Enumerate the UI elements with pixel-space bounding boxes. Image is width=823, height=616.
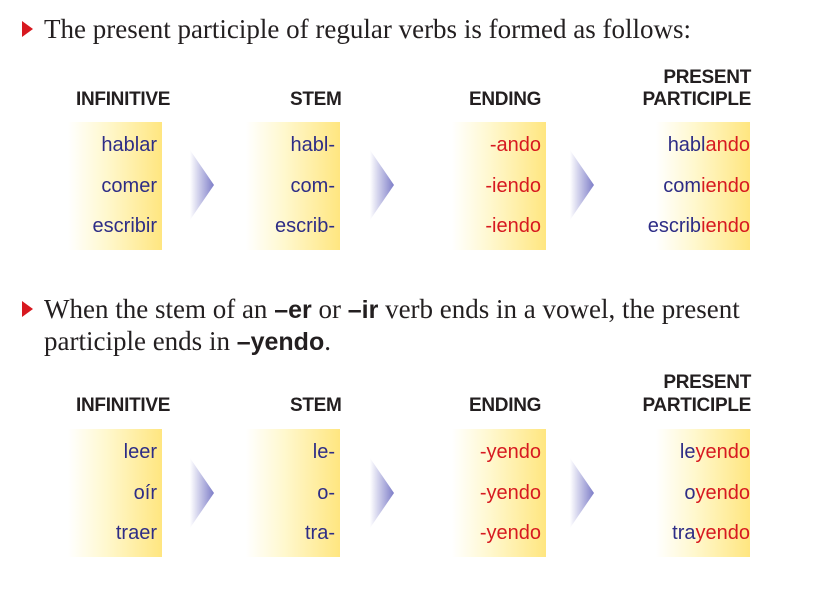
intro-yendo [22,294,740,358]
bullet-triangle-icon [22,301,33,317]
participle-stem: escrib [647,215,702,237]
intro-text [44,294,740,326]
arrow-right-icon [190,458,214,528]
ending-cell: -iendo [485,215,541,237]
arrow-right-icon [190,150,214,220]
intro-segment: When the stem of an [44,294,275,324]
intro-segment: or [311,294,348,324]
intro-bold: –ir [347,296,379,324]
ending-cell: -yendo [479,441,541,463]
arrow-right-icon [370,458,394,528]
infinitive-cell: hablar [101,134,157,156]
participle-cell [672,521,750,545]
intro-text: The present participle of regular verbs is formed as follows: [44,14,692,44]
infinitive-cell: leer [123,441,157,463]
header-present: PRESENT [663,67,751,88]
participle-cell [663,174,750,198]
participle-stem: habl [667,134,706,156]
participle-ending: yendo [695,441,750,463]
arrow-right-icon [570,150,594,220]
stem-cell: escrib- [274,215,335,237]
participle-ending: ando [705,134,750,156]
participle-ending: iendo [701,175,750,197]
stem-cell: o- [317,482,335,504]
stem-cell: habl- [290,134,335,156]
participle-ending: yendo [695,482,750,504]
ending-cell: -iendo [485,175,541,197]
bullet-triangle-icon [22,21,33,37]
stem-cell: le- [312,441,335,463]
header-ending: ENDING [469,89,542,110]
participle-cell [680,440,750,464]
participle-stem: le [679,441,696,463]
intro-bold: –er [274,296,312,324]
intro-text-line2 [44,326,740,358]
ending-cell: -ando [489,134,541,156]
header-ending: ENDING [469,395,542,416]
ending-cell: -yendo [479,482,541,504]
arrow-right-icon [570,458,594,528]
participle-stem: tra [672,522,696,544]
participle-stem: o [684,482,696,504]
arrow-right-icon [370,150,394,220]
intro-regular [22,14,691,45]
header-participle: PARTICIPLE [642,89,751,110]
header-stem: STEM [290,395,342,416]
header-stem: STEM [290,89,342,110]
intro-bold: –yendo [236,328,325,356]
participle-cell [684,481,750,505]
header-present: PRESENT [663,372,751,393]
infinitive-cell: comer [101,175,157,197]
stem-cell: tra- [305,522,335,544]
infinitive-cell: oír [133,482,157,504]
ending-cell: -yendo [479,522,541,544]
header-infinitive: INFINITIVE [76,89,171,110]
participle-cell [668,133,750,157]
stem-cell: com- [290,175,335,197]
infinitive-cell: traer [115,522,157,544]
participle-cell [648,214,750,238]
intro-segment: participle ends in [44,326,237,356]
participle-ending: yendo [695,522,750,544]
intro-segment: . [324,326,331,356]
participle-stem: com [663,175,702,197]
participle-ending: iendo [701,215,750,237]
header-participle: PARTICIPLE [642,395,751,416]
infinitive-cell: escribir [92,215,157,237]
header-infinitive: INFINITIVE [76,395,171,416]
intro-segment: verb ends in a vowel, the present [378,294,740,324]
